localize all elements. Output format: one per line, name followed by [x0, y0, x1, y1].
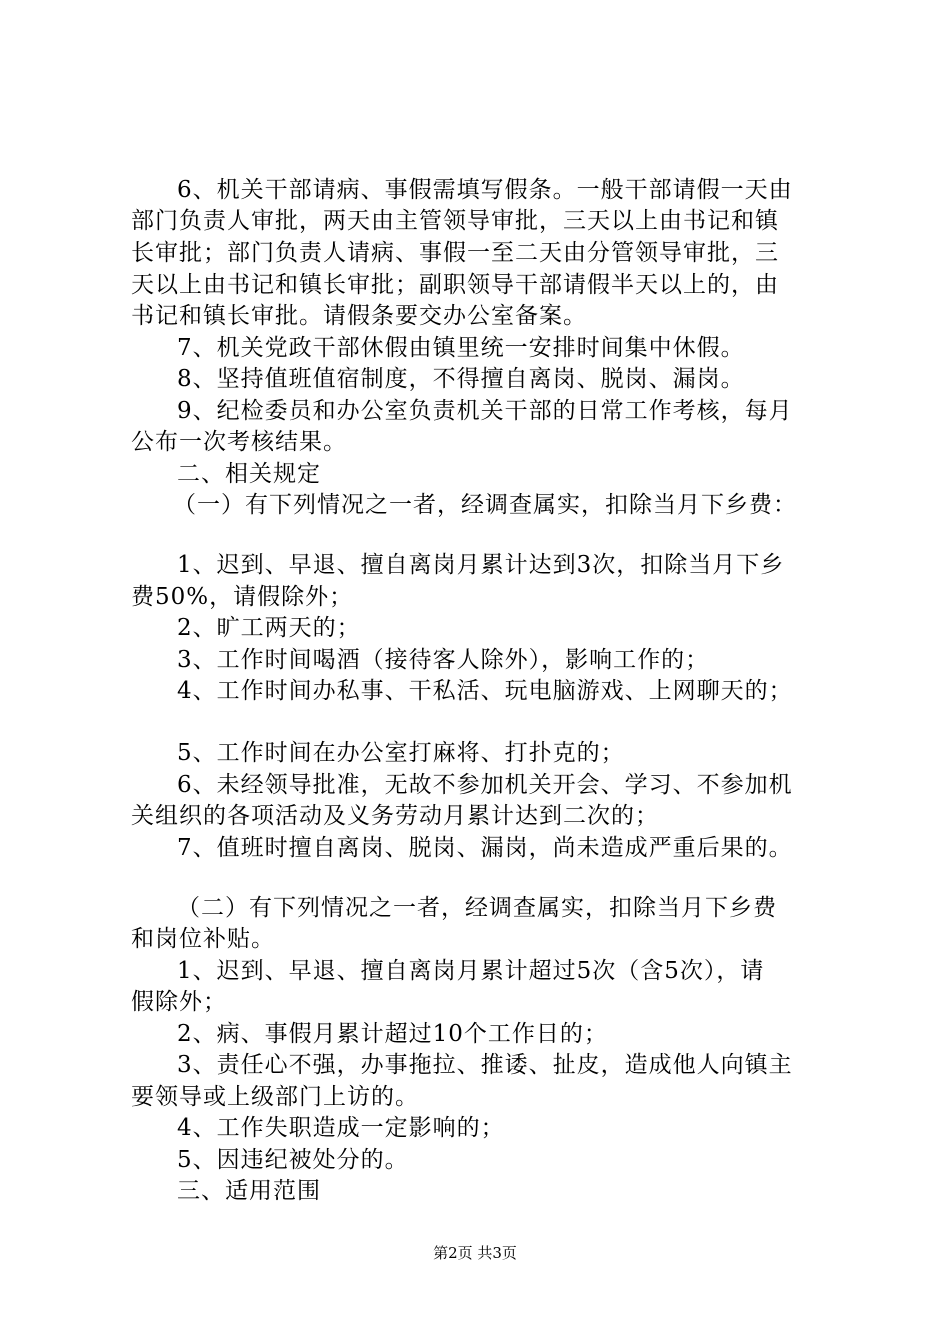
- list-item: 费50%，请假除外；: [131, 584, 354, 610]
- list-item: 假除外；: [131, 989, 227, 1015]
- list-item: 要领导或上级部门上访的。: [131, 1084, 419, 1110]
- list-item: 关组织的各项活动及义务劳动月累计达到二次的；: [131, 803, 659, 829]
- page-number-footer: 第2页 共3页: [433, 1244, 517, 1262]
- list-item: 4、工作时间办私事、干私活、玩电脑游戏、上网聊天的；: [177, 678, 793, 704]
- list-item: 4、工作失职造成一定影响的；: [177, 1115, 505, 1141]
- subsection-heading: （二）有下列情况之一者，经调查属实，扣除当月下乡费: [177, 895, 777, 921]
- subsection-heading: 和岗位补贴。: [131, 926, 275, 952]
- list-item: 5、工作时间在办公室打麻将、打扑克的；: [177, 740, 625, 766]
- list-item: 1、迟到、早退、擅自离岗月累计超过5次（含5次），请: [177, 958, 765, 984]
- paragraph-line: 8、坚持值班值宿制度，不得擅自离岗、脱岗、漏岗。: [177, 366, 745, 392]
- paragraph-line: 9、纪检委员和办公室负责机关干部的日常工作考核，每月: [177, 398, 793, 424]
- list-item: 2、旷工两天的；: [177, 615, 361, 641]
- section-heading: 二、相关规定: [177, 461, 321, 487]
- paragraph-line: 长审批；部门负责人请病、事假一至二天由分管领导审批，三: [131, 240, 779, 266]
- paragraph-line: 天以上由书记和镇长审批；副职领导干部请假半天以上的，由: [131, 272, 779, 298]
- list-item: 3、工作时间喝酒（接待客人除外），影响工作的；: [177, 647, 710, 673]
- paragraph-line: 7、机关党政干部休假由镇里统一安排时间集中休假。: [177, 335, 745, 361]
- list-item: 5、因违纪被处分的。: [177, 1147, 409, 1173]
- list-item: 1、迟到、早退、擅自离岗月累计达到3次，扣除当月下乡: [177, 552, 785, 578]
- paragraph-line: 书记和镇长审批。请假条要交办公室备案。: [131, 303, 587, 329]
- section-heading: 三、适用范围: [177, 1178, 321, 1204]
- paragraph-line: 公布一次考核结果。: [131, 429, 347, 455]
- list-item: 7、值班时擅自离岗、脱岗、漏岗，尚未造成严重后果的。: [177, 835, 793, 861]
- paragraph-line: 部门负责人审批，两天由主管领导审批，三天以上由书记和镇: [131, 208, 779, 234]
- list-item: 2、病、事假月累计超过10个工作日的；: [177, 1021, 608, 1047]
- subsection-heading: （一）有下列情况之一者，经调查属实，扣除当月下乡费：: [173, 492, 797, 518]
- list-item: 6、未经领导批准，无故不参加机关开会、学习、不参加机: [177, 772, 793, 798]
- list-item: 3、责任心不强，办事拖拉、推诿、扯皮，造成他人向镇主: [177, 1052, 793, 1078]
- paragraph-line: 6、机关干部请病、事假需填写假条。一般干部请假一天由: [177, 177, 793, 203]
